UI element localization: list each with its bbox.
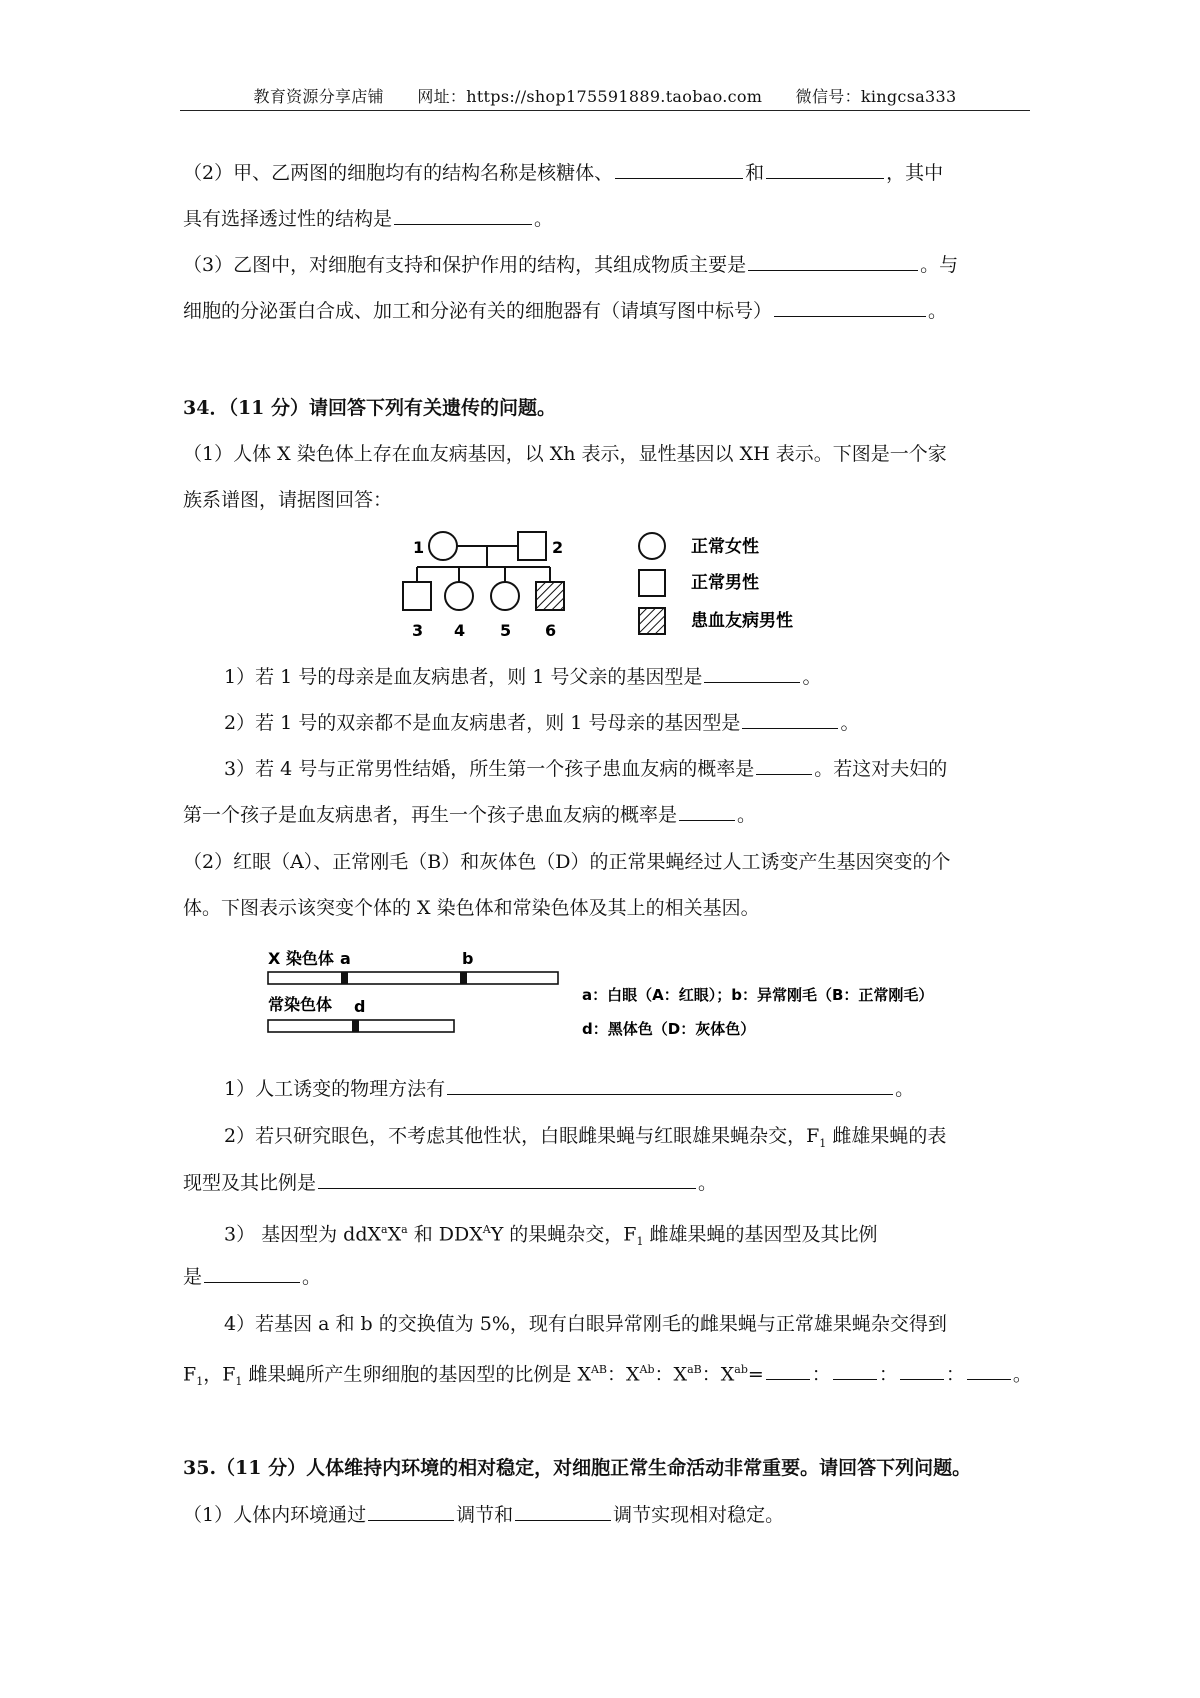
answer-blank[interactable] — [748, 252, 918, 271]
chromosome-legend-1: a：白眼（A：红眼）；b：异常刚毛（B：正常刚毛） — [582, 986, 934, 1004]
legend-male-symbol — [639, 570, 665, 596]
label-3: 3 — [412, 621, 424, 640]
q34-part1-line2: 族系谱图，请据图回答： — [183, 489, 393, 511]
answer-blank[interactable] — [679, 802, 735, 821]
answer-blank[interactable] — [774, 298, 926, 317]
q34-sub3-line1: 3）若 4 号与正常男性结婚，所生第一个孩子患血友病的概率是 。若这对夫妇的 — [224, 758, 948, 780]
header-wechat: 微信号：kingcsa333 — [795, 87, 957, 106]
individual-6-symbol — [536, 582, 564, 610]
q33-part2-line1: （2）甲、乙两图的细胞均有的结构名称是核糖体、 和 ，其中 — [183, 162, 944, 184]
individual-1-symbol — [429, 532, 457, 560]
q34-part2-sub2-line1: 2）若只研究眼色，不考虑其他性状，白眼雌果蝇与红眼雄果蝇杂交，$F_1$ 雌雄果蝇的表 — [224, 1125, 947, 1150]
answer-blank[interactable] — [615, 160, 743, 179]
answer-blank[interactable] — [204, 1264, 300, 1283]
q34-part2-sub1: 1）人工诱变的物理方法有 。 — [224, 1078, 915, 1100]
q34-part2-line1: （2）红眼（A）、正常刚毛（B）和灰体色（D）的正常果蝇经过人工诱变产生基因突变的个 — [183, 851, 951, 873]
chromosome-legend-2: d：黑体色（D：灰体色） — [582, 1020, 756, 1038]
pedigree-diagram — [395, 520, 835, 645]
q35-title: 35.（11 分）人体维持内环境的相对稳定，对细胞正常生命活动非常重要。请回答下列问题。 — [183, 1457, 972, 1479]
answer-blank[interactable] — [756, 756, 812, 775]
gene-d-locus — [352, 1020, 359, 1032]
q35-part1: （1）人体内环境通过 调节和 调节实现相对稳定。 — [183, 1504, 785, 1526]
answer-blank[interactable] — [704, 664, 800, 683]
x-chromosome-label: X 染色体 — [268, 949, 334, 968]
q33-part3-line2: 细胞的分泌蛋白合成、加工和分泌有关的细胞器有（请填写图中标号） 。 — [183, 300, 948, 322]
q34-sub2: 2）若 1 号的双亲都不是血友病患者，则 1 号母亲的基因型是 。 — [224, 712, 860, 734]
answer-blank[interactable] — [766, 160, 884, 179]
header-divider — [180, 110, 1030, 111]
answer-blank[interactable] — [833, 1361, 877, 1380]
legend-normal-female: 正常女性 — [691, 537, 759, 557]
gene-b-locus — [460, 972, 467, 984]
gene-b-label: b — [462, 949, 474, 968]
q34-part2-line2: 体。下图表示该突变个体的 X 染色体和常染色体及其上的相关基因。 — [183, 897, 760, 919]
answer-blank[interactable] — [515, 1502, 611, 1521]
x-chromosome-bar — [268, 972, 558, 984]
q34-sub1: 1）若 1 号的母亲是血友病患者，则 1 号父亲的基因型是 。 — [224, 666, 822, 688]
legend-affected-male-symbol — [639, 608, 665, 634]
header-website: 网址：https://shop175591889.taobao.com — [417, 87, 763, 106]
answer-blank[interactable] — [447, 1076, 893, 1095]
q34-part1-line1: （1）人体 X 染色体上存在血友病基因，以 Xh 表示，显性基因以 XH 表示。下图是一个家 — [183, 443, 947, 465]
individual-4-symbol — [445, 582, 473, 610]
q33-part3-line1: （3）乙图中，对细胞有支持和保护作用的结构，其组成物质主要是 。与 — [183, 254, 959, 276]
answer-blank[interactable] — [742, 710, 838, 729]
q34-part2-sub3-line1: 3） 基因型为 $ddX^aX^a$ 和 $DDX^AY$ 的果蝇杂交，$F_1$ 雌雄果蝇的基因型及其比例 — [224, 1223, 878, 1249]
answer-blank[interactable] — [766, 1361, 810, 1380]
label-5: 5 — [500, 621, 512, 640]
autosome-bar — [268, 1020, 454, 1032]
q34-part2-sub4-line2: $F_1$，$F_1$ 雌果蝇所产生卵细胞的基因型的比例是 $X^{AB}$：$X^{Ab}$：$X^{aB}$：$X^{ab}=$ ： ： ： 。 — [183, 1363, 1032, 1389]
q33-part2-line2: 具有选择透过性的结构是 。 — [183, 208, 554, 230]
q34-part2-sub2-line2: 现型及其比例是 。 — [183, 1172, 718, 1194]
autosome-label: 常染色体 — [268, 995, 333, 1014]
label-6: 6 — [545, 621, 557, 640]
answer-blank[interactable] — [967, 1361, 1011, 1380]
legend-affected-male: 患血友病男性 — [691, 611, 793, 631]
answer-blank[interactable] — [318, 1170, 696, 1189]
legend-normal-male: 正常男性 — [691, 573, 759, 593]
q34-sub3-line2: 第一个孩子是血友病患者，再生一个孩子患血友病的概率是 。 — [183, 804, 757, 826]
answer-blank[interactable] — [368, 1502, 454, 1521]
label-2: 2 — [552, 538, 564, 557]
chromosome-diagram — [266, 944, 946, 1048]
q34-title: 34．（11 分）请回答下列有关遗传的问题。 — [183, 397, 556, 419]
individual-3-symbol — [403, 582, 431, 610]
legend-female-symbol — [639, 533, 665, 559]
individual-5-symbol — [491, 582, 519, 610]
label-4: 4 — [454, 621, 466, 640]
gene-d-label: d — [354, 997, 366, 1016]
gene-a-locus — [341, 972, 348, 984]
q34-part2-sub3-line2: 是 。 — [183, 1266, 322, 1288]
gene-a-label: a — [340, 949, 351, 968]
individual-2-symbol — [518, 532, 546, 560]
label-1: 1 — [413, 538, 425, 557]
q34-part2-sub4-line1: 4）若基因 a 和 b 的交换值为 5%，现有白眼异常刚毛的雌果蝇与正常雄果蝇杂交得到 — [224, 1313, 947, 1335]
page-header — [180, 84, 1030, 107]
answer-blank[interactable] — [900, 1361, 944, 1380]
answer-blank[interactable] — [394, 206, 532, 225]
header-shop: 教育资源分享店铺 — [253, 87, 384, 106]
